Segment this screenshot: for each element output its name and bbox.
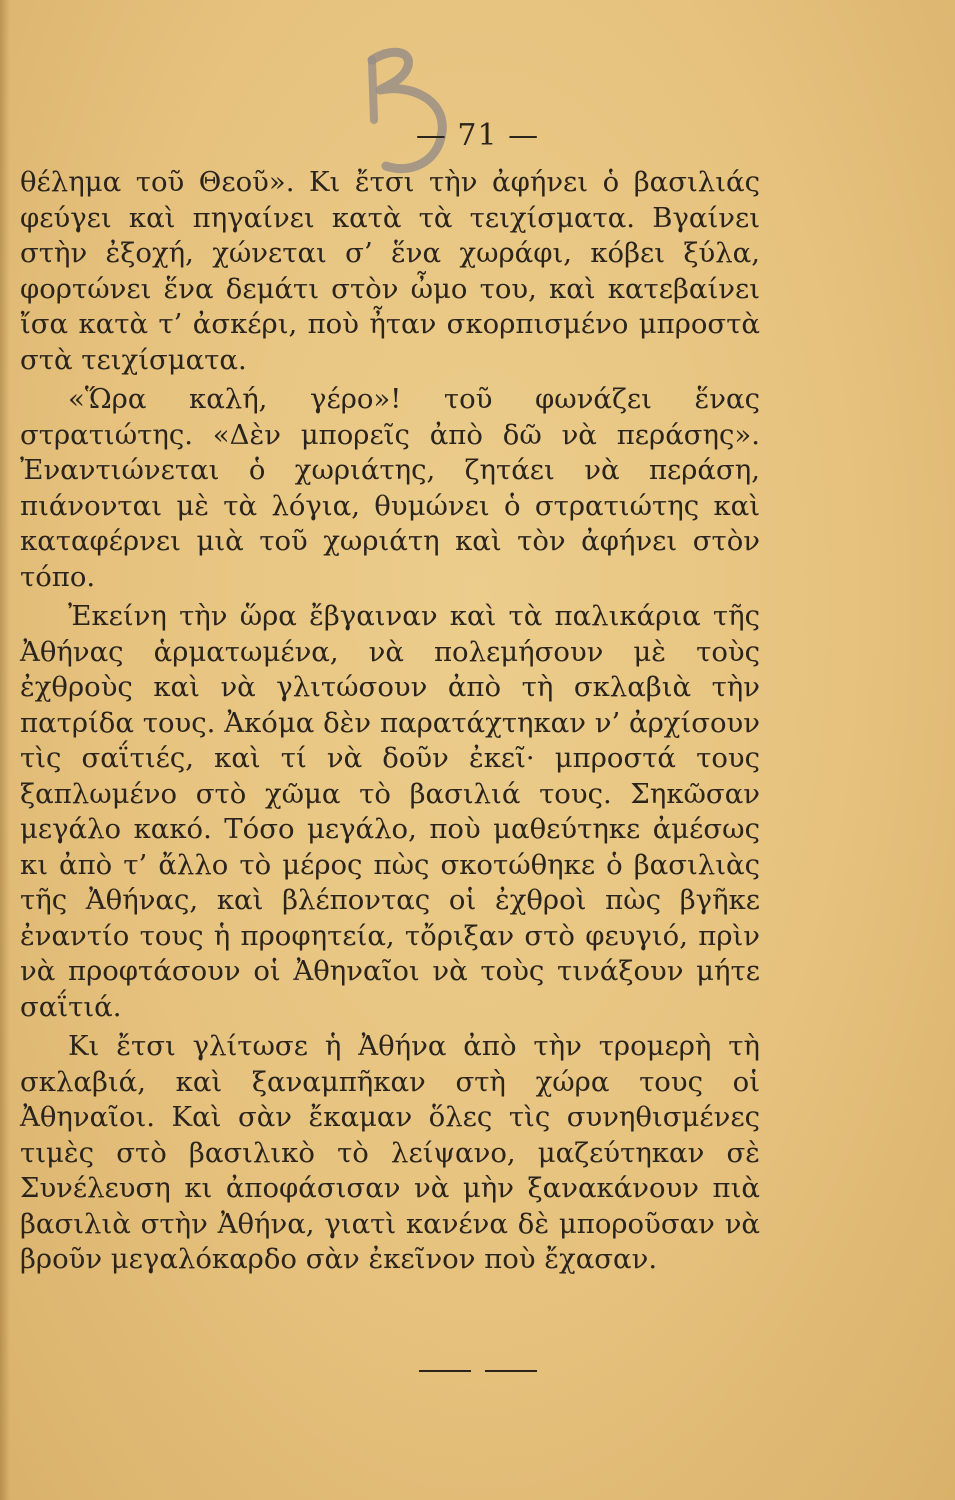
- paragraph: Ἐκείνη τὴν ὥρα ἔβγαιναν καὶ τὰ παλικάρια τῆς Ἀθήνας ἁρματωμένα, νὰ πολεμήσουν μὲ τοὺς ἐχθροὺς καὶ νὰ γλιτώσουν ἀπὸ τὴ σκλαβιὰ τὴν πατρίδα τους. Ἀκόμα δὲν παρατάχτηκαν ν’ ἀρχίσουν τὶς σαΐτιές, καὶ τί νὰ δοῦν ἐκεῖ· μπροστά τους ξαπλωμένο στὸ χῶμα τὸ βασιλιά τους. Σηκῶσαν μεγάλο κακό. Τόσο μεγάλο, ποὺ μαθεύτηκε ἀμέσως κι ἀπὸ τ’ ἄλλο τὸ μέρος πὼς σκοτώθηκε ὁ βασιλιὰς τῆς Ἀθήνας, καὶ βλέποντας οἱ ἐχθροὶ πὼς βγῆκε ἐναντίο τους ἡ προφητεία, τὄριξαν στὸ φευγιό, πρὶν νὰ προφτάσουν οἱ Ἀθηναῖοι νὰ τοὺς τινάξουν μήτε σαΐτιά.: [20, 600, 760, 1023]
- paragraph: «Ὥρα καλή, γέρο»! τοῦ φωνάζει ἕνας στρατιώτης. «Δὲν μπορεῖς ἀπὸ δῶ νὰ περάσης». Ἐναντιώνεται ὁ χωριάτης, ζητάει νὰ περάση, πιάνονται μὲ τὰ λόγια, θυμώνει ὁ στρατιώτης καὶ καταφέρνει μιὰ τοῦ χωριάτη καὶ τὸν ἀφήνει στὸν τόπο.: [20, 383, 760, 593]
- page-number: — 71 —: [415, 118, 540, 153]
- page-edge-shadow: [0, 0, 10, 1500]
- rule-dash: [485, 1370, 537, 1372]
- paragraph: θέλημα τοῦ Θεοῦ». Κι ἔτσι τὴν ἀφήνει ὁ βασιλιάς φεύγει καὶ πηγαίνει κατὰ τὰ τειχίσματα. Βγαίνει στὴν ἐξοχή, χώνεται σ’ ἕνα χωράφι, κόβει ξύλα, φορτώνει ἕνα δεμάτι στὸν ὦμο του, καὶ κατεβαίνει ἴσα κατὰ τ’ ἀσκέρι, ποὺ ἦταν σκορπισμένο μπροστὰ στὰ τειχίσματα.: [20, 166, 760, 376]
- paragraph: Κι ἔτσι γλίτωσε ἡ Ἀθήνα ἀπὸ τὴν τρομερὴ τὴ σκλαβιά, καὶ ξαναμπῆκαν στὴ χώρα τους οἱ Ἀθηναῖοι. Καὶ σὰν ἔκαμαν ὅλες τὶς συνηθισμένες τιμὲς στὸ βασιλικὸ τὸ λείψανο, μαζεύτηκαν σὲ Συνέλευση κι ἀποφάσισαν νὰ μὴν ξανακάνουν πιὰ βασιλιὰ στὴν Ἀθήνα, γιατὶ κανένα δὲ μποροῦσαν νὰ βροῦν μεγαλόκαρδο σὰν ἐκεῖνον ποὺ ἔχασαν.: [20, 1030, 760, 1275]
- end-of-section-rule: [0, 1370, 955, 1372]
- body-text: [20, 165, 760, 1282]
- rule-dash: [419, 1370, 471, 1372]
